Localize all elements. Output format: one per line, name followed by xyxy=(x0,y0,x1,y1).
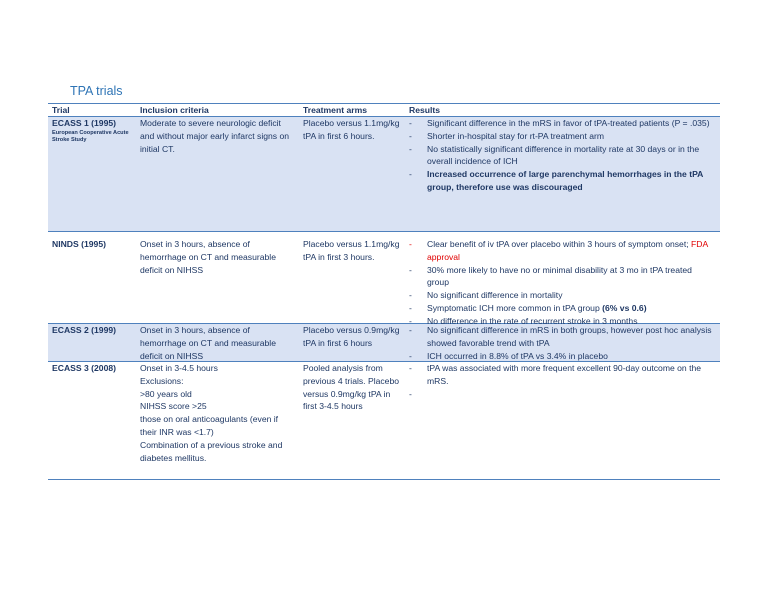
arms-cell: Pooled analysis from previous 4 trials. Placebo versus 0.9mg/kg tPA in first 3-4.5 hours xyxy=(303,363,400,412)
trial-name: ECASS 3 (2008) xyxy=(52,363,117,373)
list-item: - No difference in the rate of recurrent stroke in 3 months xyxy=(409,315,638,326)
list-item: - No significant difference in mortality xyxy=(409,290,563,301)
table-row xyxy=(48,324,720,362)
list-item: - 30% more likely to have no or minimal disability at 3 mo in tPA treated group xyxy=(409,264,716,290)
trials-table xyxy=(48,103,720,480)
criteria-text: those on oral anticoagulants (even if their INR was <1.7) xyxy=(140,414,279,437)
result-text: No difference in the rate of recurrent stroke in 3 months xyxy=(427,315,638,326)
trial-cell xyxy=(48,324,136,361)
header-trial: Trial xyxy=(52,105,70,115)
trial-name: NINDS (1995) xyxy=(52,239,106,249)
trial-subtitle: European Cooperative Acute Stroke Study xyxy=(52,129,129,143)
result-text: Significant difference in the mRS in favor of tPA-treated patients (P = .035) xyxy=(427,118,710,128)
results-cell xyxy=(405,117,720,231)
criteria-cell xyxy=(136,362,299,479)
list-item: - Shorter in-hospital stay for rt-PA treatment arm xyxy=(409,130,605,141)
result-text: 30% more likely to have no or minimal disability at 3 mo in tPA treated group xyxy=(427,264,692,288)
trial-cell xyxy=(48,238,136,323)
page-title: TPA trials xyxy=(70,84,123,98)
list-item: - xyxy=(409,388,412,399)
criteria-text: Moderate to severe neurologic deficit and without major early infarct signs on initial CT. xyxy=(140,118,290,154)
list-item: - No statistically significant difference in mortality rate at 30 days or in the overall incidence of ICH xyxy=(409,143,716,169)
trial-cell xyxy=(48,362,136,479)
list-item: - Symptomatic ICH more common in tPA group (6% vs 0.6) xyxy=(409,302,647,313)
result-text: No significant difference in mRS in both groups, however post hoc analysis showed favorable trend with tPA xyxy=(427,325,712,348)
result-text: No statistically significant difference in mortality rate at 30 days or in the overall incidence of ICH xyxy=(427,143,700,167)
results-cell xyxy=(405,324,720,361)
arms-cell: Placebo versus 0.9mg/kg tPA in first 6 hours xyxy=(303,325,400,348)
criteria-text: >80 years old xyxy=(140,388,192,399)
results-cell xyxy=(405,362,720,479)
trial-name: ECASS 1 (1995) xyxy=(52,118,117,128)
header-inclusion-criteria: Inclusion criteria xyxy=(140,105,209,115)
result-text: No significant difference in mortality xyxy=(427,290,563,301)
result-text: Increased occurrence of large parenchymal hemorrhages in the tPA group, therefore use was discouraged xyxy=(427,169,704,192)
list-item: - Clear benefit of iv tPA over placebo within 3 hours of symptom onset; FDA approval xyxy=(409,239,708,262)
fda-approval-text: FDA approval xyxy=(427,239,708,262)
result-text: Symptomatic ICH more common in tPA group xyxy=(427,302,600,313)
list-item: - tPA was associated with more frequent excellent 90-day outcome on the mRS. xyxy=(409,362,716,388)
criteria-cell xyxy=(136,117,299,231)
arms-cell: Placebo versus 1.1mg/kg tPA in first 3 hours. xyxy=(303,239,400,262)
results-cell xyxy=(405,238,720,326)
criteria-cell xyxy=(136,238,299,323)
table-row xyxy=(48,232,720,324)
header-treatment-arms: Treatment arms xyxy=(303,105,368,115)
header-results: Results xyxy=(409,105,441,115)
criteria-text: Onset in 3 hours, absence of hemorrhage on CT and measurable deficit on NIHSS xyxy=(140,239,276,275)
criteria-text: Combination of a previous stroke and diabetes mellitus. xyxy=(140,439,283,463)
result-text: tPA was associated with more frequent excellent 90-day outcome on the mRS. xyxy=(427,363,702,386)
list-item: - No significant difference in mRS in both groups, however post hoc analysis showed favorable trend with tPA xyxy=(409,324,716,350)
trial-cell xyxy=(48,117,136,231)
result-highlight: (6% vs 0.6) xyxy=(602,302,647,313)
criteria-text: NIHSS score >25 xyxy=(140,401,207,412)
criteria-cell xyxy=(136,324,299,361)
table-row xyxy=(48,117,720,232)
result-text: Shorter in-hospital stay for rt-PA treatment arm xyxy=(427,130,605,141)
table-row xyxy=(48,362,720,479)
arms-cell: Placebo versus 1.1mg/kg tPA in first 6 hours. xyxy=(303,118,400,141)
result-text: Clear benefit of iv tPA over placebo within 3 hours of symptom onset; xyxy=(427,239,689,249)
criteria-text: Onset in 3 hours, absence of hemorrhage on CT and measurable deficit on NIHSS xyxy=(140,325,276,361)
trial-name: ECASS 2 (1999) xyxy=(52,325,117,335)
list-item: - Significant difference in the mRS in favor of tPA-treated patients (P = .035) xyxy=(409,118,710,128)
list-item: - ICH occurred in 8.8% of tPA vs 3.4% in placebo xyxy=(409,350,608,361)
list-item: - Increased occurrence of large parenchymal hemorrhages in the tPA group, therefore use was discouraged xyxy=(409,168,716,194)
result-text: ICH occurred in 8.8% of tPA vs 3.4% in placebo xyxy=(427,350,608,361)
table-header-row xyxy=(48,104,720,117)
criteria-text: Exclusions: xyxy=(140,375,184,386)
criteria-text: Onset in 3-4.5 hours xyxy=(140,363,218,373)
